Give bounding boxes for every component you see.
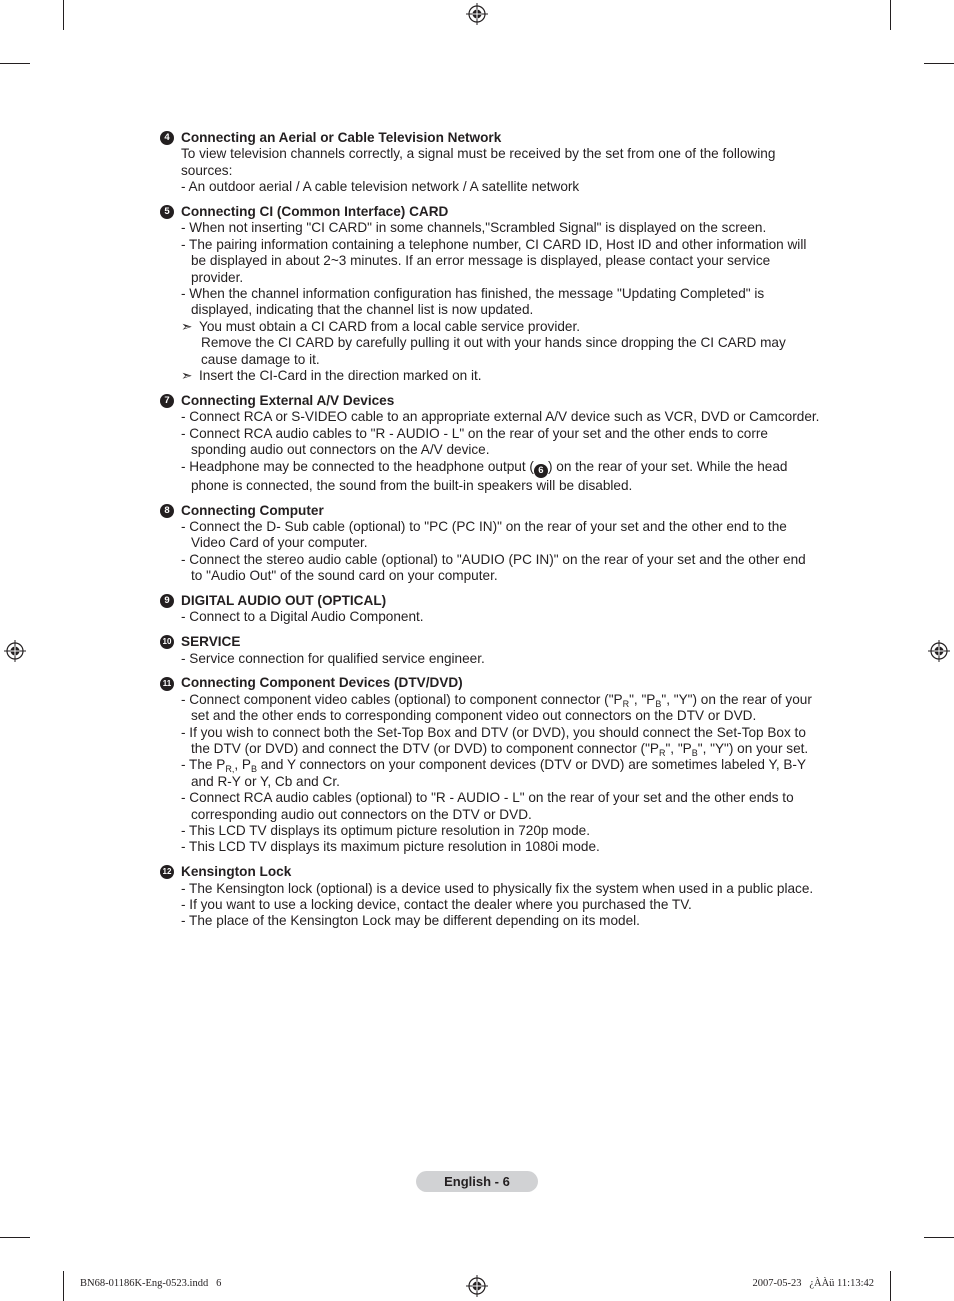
section-heading — [160, 593, 820, 609]
section-component — [160, 675, 820, 855]
subscript: R — [622, 698, 630, 709]
text: ", "P — [629, 691, 656, 707]
list-item — [181, 725, 820, 758]
text: - If you wish to connect both the Set-Top Box and DTV (or DVD), you should connect the Set-Top Box to the DTV (or DVD) and connect the DTV (or DVD) to component connector ("P — [181, 724, 806, 756]
note — [179, 368, 820, 384]
crop-mark — [924, 1237, 954, 1238]
list-item — [181, 757, 820, 790]
registration-mark-icon — [466, 3, 488, 25]
section-number-badge: 12 — [160, 865, 174, 879]
section-title: Kensington Lock — [181, 864, 292, 880]
section-aerial — [160, 130, 820, 196]
list-item: - This LCD TV displays its optimum picture resolution in 720p mode. — [181, 822, 591, 838]
list-item: - This LCD TV displays its maximum picture resolution in 1080i mode. — [181, 839, 600, 855]
section-service — [160, 634, 820, 667]
list-item: - The place of the Kensington Lock may be different depending on its model. — [181, 913, 640, 929]
crop-mark — [890, 1271, 891, 1301]
subscript: R, — [225, 764, 235, 775]
section-title: Connecting Computer — [181, 502, 324, 518]
section-computer — [160, 503, 820, 585]
section-number-badge: 11 — [160, 677, 174, 691]
note-text: Insert the CI-Card in the direction marked on it. — [199, 368, 482, 384]
crop-mark — [890, 0, 891, 30]
registration-mark-icon — [928, 640, 950, 662]
section-heading — [160, 675, 820, 691]
section-number-badge: 9 — [160, 594, 174, 608]
section-title: Connecting External A/V Devices — [181, 392, 395, 408]
note-arrow-icon: ➣ — [181, 318, 193, 334]
list-item-text: - Headphone may be connected to the headphone output ( — [181, 458, 534, 474]
print-timestamp: 2007-05-23 ¿ÀÀü 11:13:42 — [752, 1278, 874, 1289]
registration-mark-icon — [466, 1275, 488, 1297]
section-heading — [160, 393, 820, 409]
list-item — [181, 692, 820, 725]
crop-mark — [924, 63, 954, 64]
list-item: - If you want to use a locking device, contact the dealer where you purchased the TV. — [181, 897, 692, 912]
list-item-text: ) on the rear of your set. While the head phone is connected, the sound from the built-in speakers will be disabled. — [191, 458, 788, 493]
list-item — [181, 459, 820, 495]
list-item: - Connect the D- Sub cable (optional) to "PC (PC IN)" on the rear of your set and the other end to the Video Card of your computer. — [181, 518, 787, 551]
crop-mark — [63, 0, 64, 30]
section-title: SERVICE — [181, 634, 241, 650]
note-text: You must obtain a CI CARD from a local cable service provider. — [199, 318, 581, 334]
note-continuation: Remove the CI CARD by carefully pulling it out with your hands since dropping the CI CARD may cause damage to it. — [201, 335, 786, 367]
text: - Connect component video cables (optional) to component connector ("P — [181, 691, 623, 707]
section-number-badge: 10 — [160, 635, 174, 649]
list-item: - Service connection for qualified service engineer. — [181, 650, 485, 666]
section-title: Connecting CI (Common Interface) CARD — [181, 204, 449, 220]
list-item: - Connect to a Digital Audio Component. — [181, 609, 424, 625]
file-slug: BN68-01186K-Eng-0523.indd 6 — [80, 1278, 222, 1289]
page-number-badge: English - 6 — [416, 1171, 538, 1192]
list-item: - Connect the stereo audio cable (optional) to "AUDIO (PC IN)" on the rear of your set and the other end to "Audio Out" of the sound card on your computer. — [181, 551, 806, 584]
section-number-badge: 7 — [160, 394, 174, 408]
note — [179, 319, 820, 335]
text: ", "P — [665, 740, 692, 756]
subscript: R — [658, 747, 666, 758]
list-item: - The Kensington lock (optional) is a device used to physically fix the system when used in a public place. — [181, 880, 814, 896]
list-item: - Connect RCA or S-VIDEO cable to an appropriate external A/V device such as VCR, DVD or Camcorder. — [181, 409, 820, 425]
note-arrow-icon: ➣ — [181, 368, 193, 384]
subscript: B — [250, 764, 257, 775]
section-title: Connecting an Aerial or Cable Television Network — [181, 130, 502, 145]
manual-content — [160, 130, 820, 938]
list-item: - Connect RCA audio cables to "R - AUDIO - L" on the rear of your set and the other ends to corre sponding audio out connectors on the A/V device. — [181, 425, 768, 458]
section-ci-card — [160, 204, 820, 384]
subscript: B — [691, 747, 698, 758]
section-heading — [160, 503, 820, 519]
crop-mark — [0, 63, 30, 64]
section-heading — [160, 634, 820, 650]
headphone-number-badge: 6 — [534, 464, 548, 478]
section-number-badge: 4 — [160, 131, 174, 145]
section-number-badge: 8 — [160, 504, 174, 518]
text: , P — [234, 757, 251, 773]
list-item: - The pairing information containing a telephone number, CI CARD ID, Host ID and other information will be displayed in about 2~3 minutes. If an error message is displayed, please contact your service provider. — [181, 236, 807, 285]
section-digital-audio — [160, 593, 820, 626]
section-external-av — [160, 393, 820, 494]
crop-mark — [0, 1237, 30, 1238]
text: - The P — [181, 757, 226, 773]
list-item: - When the channel information configuration has finished, the message "Updating Completed" is displayed, indicating that the channel list is now updated. — [181, 286, 765, 318]
section-title: DIGITAL AUDIO OUT (OPTICAL) — [181, 592, 387, 608]
crop-mark — [63, 1271, 64, 1301]
text: and Y connectors on your component devices (DTV or DVD) are sometimes labeled Y, B-Y and R-Y or Y, Cb and Cr. — [191, 757, 806, 789]
section-title: Connecting Component Devices (DTV/DVD) — [181, 675, 463, 691]
text: ", "Y") on the rear of your set and the other ends to corresponding component video out connectors on the DTV or DVD. — [191, 691, 812, 724]
paragraph: To view television channels correctly, a signal must be received by the set from one of the following sources: — [181, 146, 776, 178]
paragraph: - An outdoor aerial / A cable television network / A satellite network — [181, 179, 580, 195]
section-heading — [160, 204, 820, 220]
section-kensington — [160, 864, 820, 930]
text: ", "Y") on your set. — [697, 740, 809, 756]
section-heading — [160, 864, 820, 880]
subscript: B — [655, 698, 662, 709]
registration-mark-icon — [4, 640, 26, 662]
list-item: - Connect RCA audio cables (optional) to "R - AUDIO - L" on the rear of your set and the other ends to corresponding audio out connectors on the DTV or DVD. — [181, 790, 794, 822]
section-number-badge: 5 — [160, 205, 174, 219]
list-item: - When not inserting "CI CARD" in some channels,"Scrambled Signal" is displayed on the screen. — [181, 220, 767, 236]
section-heading — [160, 130, 820, 146]
